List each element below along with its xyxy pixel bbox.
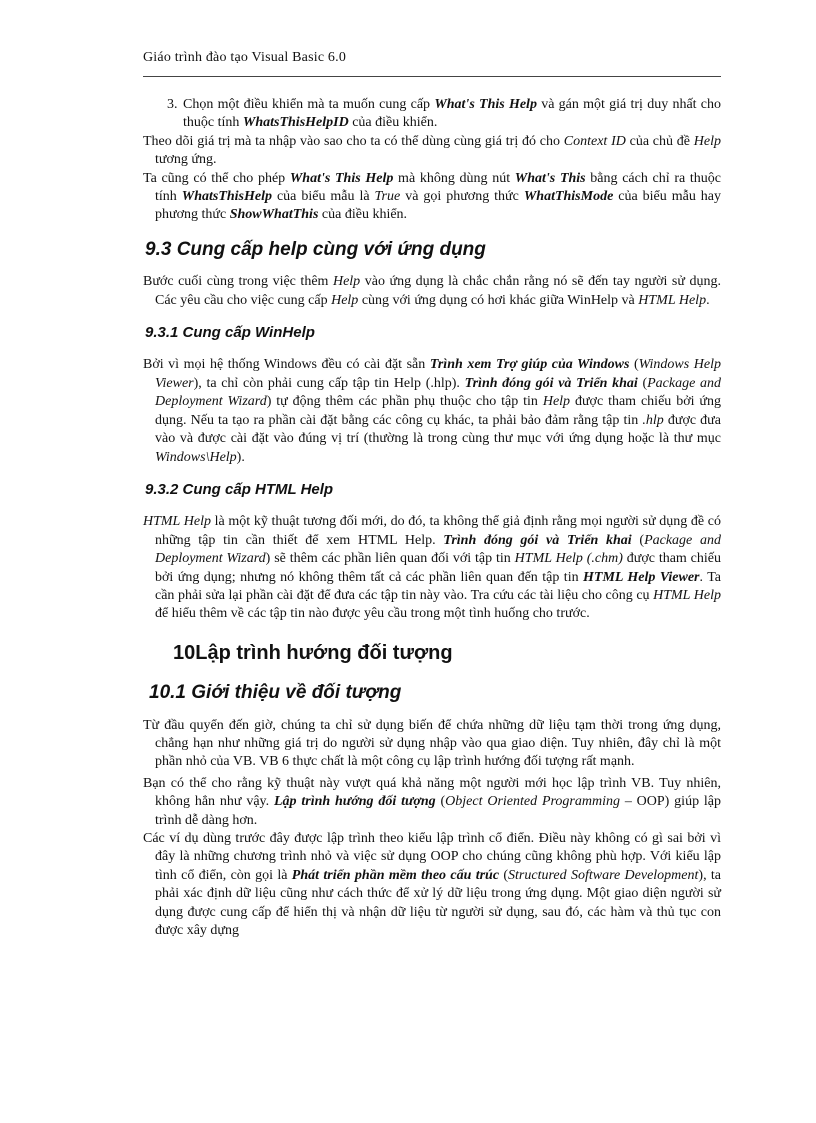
paragraph-10-1-b: Bạn có thể cho rằng kỹ thuật này vượt quá khả năng một người mới học lập trình VB. Tuy nhiên, không hẳn như vậy. Lập trình hướng đối tượng (Object Oriented Programming – OOP) giúp lập trình dễ dàng hơn. xyxy=(143,775,722,828)
paragraph-10-1-a: Từ đầu quyển đến giờ, chúng ta chỉ sử dụng biến để chứa những dữ liệu tạm thời trong ứng dụng, chẳng hạn như những giá trị do người sử dụng nhập vào qua giao diện. Tuy nhiên, đây chỉ là một phần nhỏ của VB. VB 6 thực chất là một công cụ lập trình hướng đối tượng rất mạnh. xyxy=(143,717,721,770)
subsection-heading-9-3-1: 9.3.1 Cung cấp WinHelp xyxy=(145,324,315,342)
header-rule xyxy=(143,76,721,77)
list-item-3: 3. Chọn một điều khiển mà ta muốn cung cấp What's This Help và gán một giá trị duy nhất cho thuộc tính WhatsThisHelpID của điều khiển. xyxy=(167,97,722,131)
paragraph-9-3-1: Bởi vì mọi hệ thống Windows đều có cài đặt sẵn Trình xem Trợ giúp của Windows (Windows Help Viewer), ta chỉ còn phải cung cấp tập tin Help (.hlp). Trình đóng gói và Triển khai (Package and Deployment Wizard) tự động thêm các phần phụ thuộc cho tập tin Help được tham chiếu bởi ứng dụng. Nếu ta tạo ra phần cài đặt bằng các công cụ khác, ta phải bảo đảm rằng tập tin .hlp được đưa vào và được cài đặt vào đúng vị trí (thường là trong cùng thư mục với ứng dụng hoặc là thư mục Windows\Help). xyxy=(143,357,721,465)
subsection-heading-9-3-2: 9.3.2 Cung cấp HTML Help xyxy=(145,480,334,498)
section-heading-9-3: 9.3 Cung cấp help cùng với ứng dụng xyxy=(145,238,486,260)
term-whats-this-help: What's This Help xyxy=(434,97,537,112)
paragraph-track-value: Theo dõi giá trị mà ta nhập vào sao cho ta có thể dùng cùng giá trị đó cho Context ID của chủ đề Help tương ứng. xyxy=(143,133,721,168)
paragraph-10-1-c: Các ví dụ dùng trước đây được lập trình theo kiểu lập trình cổ điển. Điều này không có gì sai bởi vì đây là những chương trình nhỏ và việc sử dụng OOP cho chúng cũng không phù hợp. Với kiểu lập tình cổ điển, còn gọi là Phát triển phần mềm theo cấu trúc (Structured Software Development), ta phải xác định dữ liệu cũng như cách thức để xử lý dữ liệu trong ứng dụng. Một giao diện người sử dụng được cung cấp để hiển thị và nhận dữ liệu từ người sử dụng, sau đó, các hàm và thủ tục con được xây dựng xyxy=(143,831,722,939)
paragraph-9-3: Bước cuối cùng trong việc thêm Help vào ứng dụng là chắc chắn rằng nó sẽ đến tay người sử dụng. Các yêu cầu cho việc cung cấp Help cùng với ứng dụng có hơi khác giữa WinHelp và HTML Help. xyxy=(143,274,721,308)
running-header: Giáo trình đào tạo Visual Basic 6.0 xyxy=(143,50,347,65)
chapter-heading-10: 10Lập trình hướng đối tượng xyxy=(173,641,453,664)
term-whatsthishelpid: WhatsThisHelpID xyxy=(242,115,349,131)
page-content xyxy=(143,96,721,940)
section-heading-10-1: 10.1 Giới thiệu về đối tượng xyxy=(149,682,402,704)
list-number: 3. xyxy=(167,97,178,112)
paragraph-9-3-2: HTML Help là một kỹ thuật tương đối mới, do đó, ta không thể giả định rằng mọi người sử dụng đề có những tập tin cần thiết để xem HTML Help. Trình đóng gói và Triển khai (Package and Deployment Wizard) sẽ thêm các phần liên quan đối với tập tin HTML Help (.chm) được tham chiếu bởi ứng dụng; nhưng nó không thêm tất cả các phần liên quan đến tập tin HTML Help Viewer. Ta cần phải sửa lại phần cài đặt để đưa các tập tin này vào. Tra cứu các tài liệu cho công cụ HTML Help để hiểu thêm về các tập tin nào được yêu cầu trong một tình huống cho trước. xyxy=(143,514,722,622)
paragraph-whats-this-mode: Ta cũng có thể cho phép What's This Help mà không dùng nút What's This bằng cách chỉ ra thuộc tính WhatsThisHelp của biểu mẫu là True và gọi phương thức WhatThisMode của biểu mẫu hay phương thức ShowWhatThis của điều khiển. xyxy=(143,170,721,223)
